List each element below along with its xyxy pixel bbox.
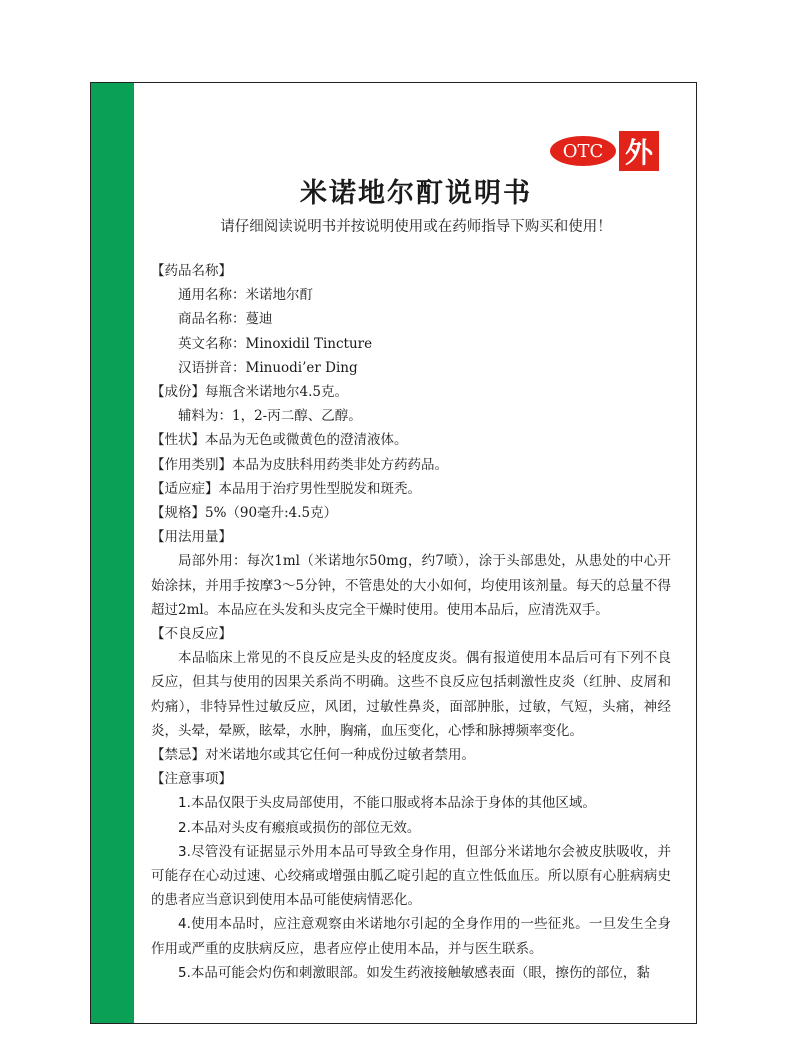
english-name: 英文名称：Minoxidil Tincture	[178, 335, 373, 352]
precaution-item: 4.使用本品时，应注意观察由米诺地尔引起的全身作用的一些征兆。一旦发生全身作用或严重的皮肤病反应，患者应停止使用本品，并与医生联系。	[151, 916, 671, 957]
section-ingredients	[151, 380, 671, 404]
indication-text: 本品用于治疗男性型脱发和斑秃。	[218, 480, 421, 497]
generic-name: 通用名称：米诺地尔酊	[178, 287, 313, 304]
usage-text: 局部外用：每次1ml（米诺地尔50mg，约7喷），涂于头部患处，从患处的中心开始涂抹，并用手按摩3～5分钟，不管患处的大小如何，均使用该剂量。每天的总量不得超过2ml。本品应在头发和头皮完全干燥时使用。使用本品后，应清洗双手。	[151, 553, 671, 618]
page-subtitle: 请仔细阅读说明书并按说明使用或在药师指导下购买和使用！	[220, 219, 612, 235]
section-heading: 【成份】	[151, 384, 205, 401]
section-precautions	[151, 767, 671, 791]
ingredients-text: 每瓶含米诺地尔4.5克。	[205, 384, 348, 401]
page-title: 米诺地尔酊说明书	[300, 178, 532, 209]
otc-logo: OTC	[550, 136, 616, 166]
section-heading: 【规格】	[151, 505, 205, 522]
section-heading: 【药品名称】	[151, 263, 232, 279]
section-heading: 【禁忌】	[151, 747, 205, 764]
section-adverse	[151, 622, 671, 646]
section-spec	[151, 501, 671, 525]
category-text: 本品为皮肤科用药类非处方药药品。	[232, 456, 448, 473]
precaution-item: 3.尽管没有证据显示外用本品可导致全身作用，但部分米诺地尔会被皮肤吸收，并可能存在心动过速、心绞痛或增强由胍乙啶引起的直立性低血压。所以原有心脏病病史的患者应当意识到使用本品可能使病情恶化。	[151, 843, 671, 909]
pinyin-name: 汉语拼音：Minuodi’er Ding	[178, 359, 358, 376]
appearance-text: 本品为无色或微黄色的澄清液体。	[205, 432, 408, 449]
precaution-item: 2.本品对头皮有瘢痕或损伤的部位无效。	[178, 819, 421, 836]
trade-name: 商品名称：蔓迪	[178, 311, 273, 328]
section-usage	[151, 525, 671, 549]
excipient-text: 辅料为：1，2-丙二醇、乙醇。	[178, 408, 362, 425]
spec-text: 5%（90毫升:4.5克）	[205, 505, 338, 522]
section-category	[151, 453, 671, 477]
green-side-bar	[91, 83, 134, 1023]
section-heading: 【性状】	[151, 432, 205, 449]
section-contraindication	[151, 743, 671, 767]
leaflet-frame	[90, 82, 697, 1024]
section-drug-name	[151, 259, 671, 283]
contraindication-text: 对米诺地尔或其它任何一种成份过敏者禁用。	[205, 747, 475, 764]
external-use-mark: 外	[619, 131, 659, 171]
leaflet-content	[151, 259, 671, 985]
section-indication	[151, 477, 671, 501]
section-heading: 【作用类别】	[151, 456, 232, 473]
precaution-item: 5.本品可能会灼伤和刺激眼部。如发生药液接触敏感表面（眼，擦伤的部位，黏	[178, 964, 650, 981]
otc-badge	[550, 131, 659, 171]
section-appearance	[151, 428, 671, 452]
precaution-item: 1.本品仅限于头皮局部使用，不能口服或将本品涂于身体的其他区域。	[178, 795, 596, 812]
adverse-text: 本品临床上常见的不良反应是头皮的轻度皮炎。偶有报道使用本品后可有下列不良反应，但其与使用的因果关系尚不明确。这些不良反应包括刺激性皮炎（红肿、皮屑和灼痛），非特异性过敏反应，风团，过敏性鼻炎，面部肿胀，过敏，气短，头痛，神经炎，头晕，晕厥，眩晕，水肿，胸痛，血压变化，心悸和脉搏频率变化。	[151, 650, 671, 739]
section-heading: 【用法用量】	[151, 529, 232, 546]
section-heading: 【不良反应】	[151, 626, 232, 643]
section-heading: 【注意事项】	[151, 771, 232, 788]
section-heading: 【适应症】	[151, 480, 219, 497]
